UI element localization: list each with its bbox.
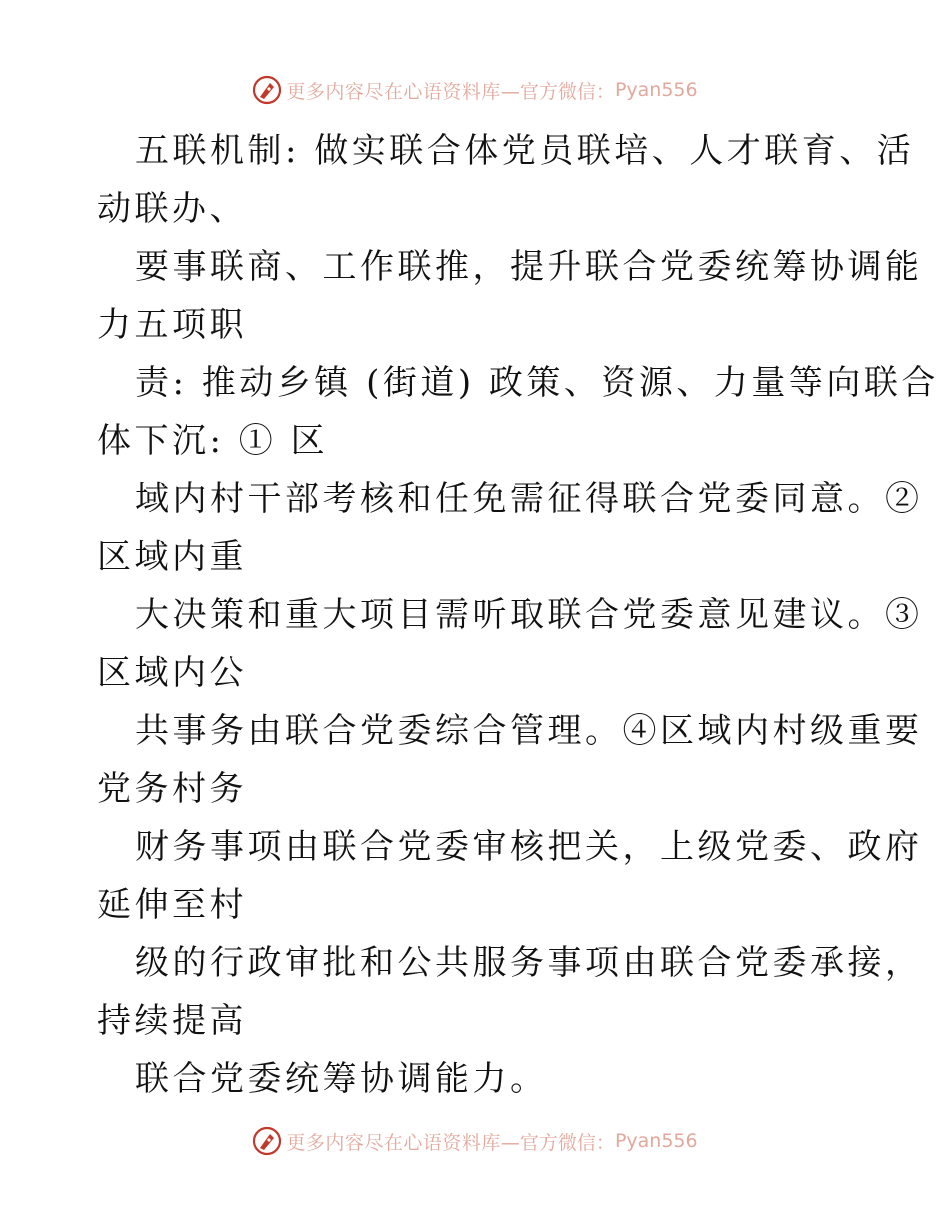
body-line: 体下沉: ① 区 [97, 421, 329, 461]
body-line: 要事联商、工作联推，提升联合党委统筹协调能 [135, 247, 923, 287]
body-line: 党务村务 [97, 769, 247, 809]
body-line: 延伸至村 [97, 885, 247, 925]
watermark-sep-text: —官方微信： [500, 80, 615, 103]
watermark-main-text: 更多内容尽在心语资料库 [286, 1131, 501, 1154]
watermark-main-text: 更多内容尽在心语资料库 [286, 80, 501, 103]
header-watermark [0, 70, 950, 110]
pen-nib-logo-icon [252, 1126, 282, 1156]
body-line: 责: 推动乡镇 (街道) 政策、资源、力量等向联合 [135, 363, 939, 403]
body-line: 共事务由联合党委综合管理。④区域内村级重要 [135, 711, 923, 751]
body-line: 级的行政审批和公共服务事项由联合党委承接， [135, 943, 923, 983]
body-line: 力五项职 [97, 305, 247, 345]
watermark-id-text: Pyan556 [614, 79, 698, 101]
body-line: 联合党委统筹协调能力。 [135, 1059, 548, 1099]
body-line: 区域内公 [97, 653, 247, 693]
pen-nib-logo-icon [252, 75, 282, 105]
body-line: 域内村干部考核和任免需征得联合党委同意。② [135, 479, 923, 519]
body-line: 持续提高 [97, 1001, 247, 1041]
watermark-id-text: Pyan556 [614, 1130, 698, 1152]
body-line: 五联机制: 做实联合体党员联培、人才联育、活 [135, 131, 915, 171]
footer-watermark [0, 1121, 950, 1161]
body-line: 区域内重 [97, 537, 247, 577]
document-body [97, 122, 939, 1108]
watermark-sep-text: —官方微信： [500, 1131, 615, 1154]
body-line: 财务事项由联合党委审核把关，上级党委、政府 [135, 827, 923, 867]
body-line: 大决策和重大项目需听取联合党委意见建议。③ [135, 595, 923, 635]
body-line: 动联办、 [97, 189, 247, 229]
